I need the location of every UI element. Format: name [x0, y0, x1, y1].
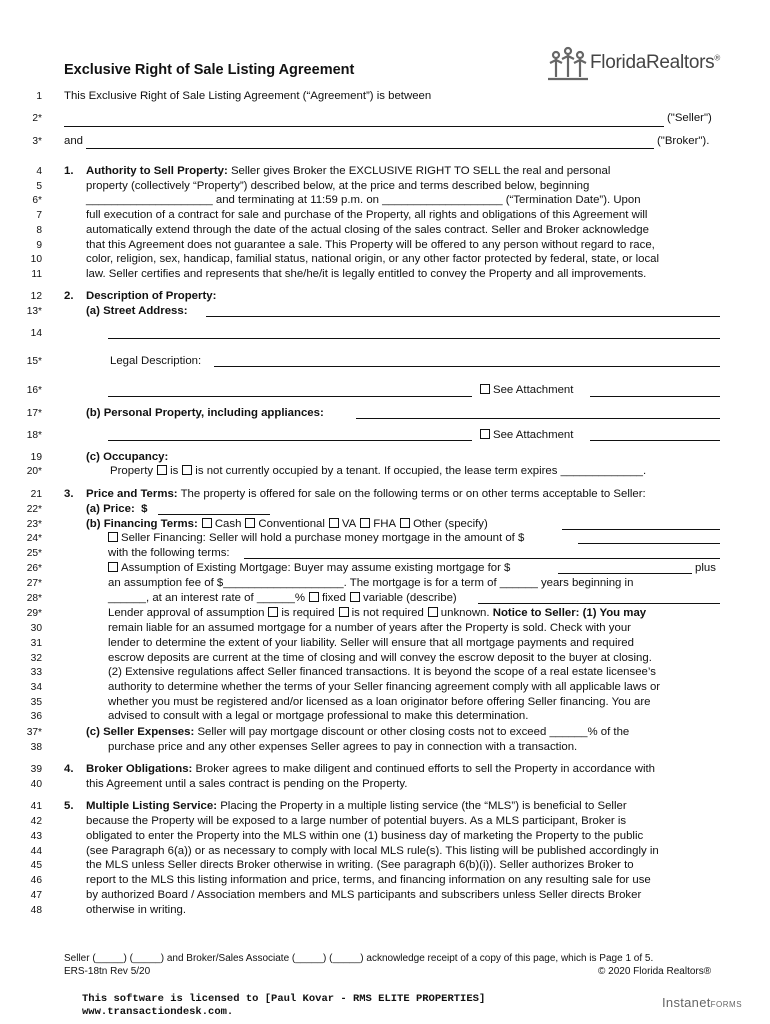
personal-property-field-2[interactable] — [108, 440, 472, 441]
section-5-line-44: (see Paragraph 6(a)) or as necessary to comply with local MLS rule(s). This listing will be published accordingly in — [86, 845, 659, 857]
section-3-line-38: purchase price and any other expenses Seller agrees to pay in connection with a transaction. — [108, 741, 578, 753]
broker-name-field[interactable] — [86, 148, 654, 149]
see-attachment-checkbox[interactable] — [480, 429, 490, 439]
legal-description-field-2[interactable] — [108, 396, 472, 397]
is-required-checkbox[interactable] — [268, 607, 278, 617]
section-3-line-34: authority to determine whether the terms of your Seller financing agreement comply with all applicable laws or — [108, 681, 661, 693]
price-field[interactable] — [158, 514, 270, 515]
street-address-field-2[interactable] — [108, 338, 720, 339]
personal-property-field[interactable] — [356, 418, 720, 419]
line-number: 8 — [36, 225, 42, 236]
line-number: 5 — [36, 181, 42, 192]
line-number: 17* — [26, 408, 42, 419]
is-not-required-checkbox[interactable] — [339, 607, 349, 617]
legal-description-field[interactable] — [214, 366, 720, 367]
line-number: 34 — [30, 682, 42, 693]
section-1-line-11: law. Seller certifies and represents that she/he/it is legally entitled to convey the Property and all improvements. — [86, 268, 647, 280]
financing-terms-label: with the following terms: — [108, 547, 230, 559]
line-number: 41 — [30, 801, 42, 812]
section-5-line-41: Multiple Listing Service: Placing the Property in a multiple listing service (the “MLS”) is beneficial to Seller — [86, 800, 627, 812]
line-number: 4 — [36, 166, 42, 177]
line-number: 30 — [30, 623, 42, 634]
section-5-number: 5. — [64, 800, 74, 812]
line-number: 38 — [30, 742, 42, 753]
cash-checkbox[interactable] — [202, 518, 212, 528]
line-number: 48 — [30, 905, 42, 916]
line-number: 31 — [30, 638, 42, 649]
line-number: 24* — [26, 533, 42, 544]
not-occupied-checkbox[interactable] — [182, 465, 192, 475]
line-number: 26* — [26, 563, 42, 574]
line-number: 40 — [30, 779, 42, 790]
section-3-line-35: whether you must be registered and/or licensed as a loan originator before offering Seller financing. You are — [108, 696, 651, 708]
other-checkbox[interactable] — [400, 518, 410, 528]
section-3-number: 3. — [64, 488, 74, 500]
line-number: 2* — [32, 113, 42, 124]
section-2-heading: Description of Property: — [86, 290, 217, 302]
line-number: 45 — [30, 860, 42, 871]
section-1-line-9: that this Agreement does not guarantee a sale. This Property will be offered to any person without regard to race, — [86, 239, 655, 251]
line-number: 29* — [26, 608, 42, 619]
license-line-1: This software is licensed to [Paul Kovar - RMS ELITE PROPERTIES] — [82, 993, 486, 1005]
occupancy-line: Property is is not currently occupied by a tenant. If occupied, the lease term expires _____________. — [110, 465, 647, 477]
line-number: 37* — [26, 727, 42, 738]
seller-label: ("Seller") — [667, 112, 712, 124]
section-1-line-10: color, religion, sex, handicap, familial status, national origin, or any other factor protected by federal, state, or local — [86, 253, 660, 265]
line-number: 42 — [30, 816, 42, 827]
line-number: 36 — [30, 711, 42, 722]
assumption-amount-field[interactable] — [558, 573, 692, 574]
line-number: 12 — [30, 291, 42, 302]
assumption-line: Assumption of Existing Mortgage: Buyer may assume existing mortgage for $ — [108, 562, 510, 574]
section-5-line-47: by authorized Board / Association members and MLS participants and subscribers unless Seller directs Broker — [86, 889, 642, 901]
section-1-line-4: Authority to Sell Property: Seller gives Broker the EXCLUSIVE RIGHT TO SELL the real and personal — [86, 165, 611, 177]
florida-realtors-logo — [546, 46, 726, 86]
line-number: 3* — [32, 136, 42, 147]
line-number: 44 — [30, 846, 42, 857]
realtors-figures-icon — [546, 46, 590, 82]
section-4-line-39: Broker Obligations: Broker agrees to make diligent and continued efforts to sell the Property in accordance with — [86, 763, 655, 775]
line-number: 21 — [30, 489, 42, 500]
line-number: 13* — [26, 306, 42, 317]
acknowledgement-line: Seller (_____) (_____) and Broker/Sales Associate (_____) (_____) acknowledge receipt of a copy of this page, which is Page 1 of 5. — [64, 953, 654, 964]
line-number: 32 — [30, 653, 42, 664]
intro-line: This Exclusive Right of Sale Listing Agreement (“Agreement”) is between — [64, 90, 432, 102]
license-line-2: www.transactiondesk.com. — [82, 1006, 234, 1018]
see-attachment-1: See Attachment — [476, 384, 573, 396]
line-number: 35 — [30, 697, 42, 708]
section-4-number: 4. — [64, 763, 74, 775]
seller-name-field[interactable] — [64, 126, 664, 127]
seller-financing-line: Seller Financing: Seller will hold a purchase money mortgage in the amount of $ — [108, 532, 524, 544]
logo-wordmark: FloridaRealtors® — [590, 52, 720, 73]
va-checkbox[interactable] — [329, 518, 339, 528]
legal-description-field-3[interactable] — [590, 396, 720, 397]
line-number: 22* — [26, 504, 42, 515]
section-3-line-36: advised to consult with a legal or mortgage professional to make this determination. — [108, 710, 529, 722]
section-2-number: 2. — [64, 290, 74, 302]
line-number: 16* — [26, 385, 42, 396]
fha-checkbox[interactable] — [360, 518, 370, 528]
section-1-line-8: automatically extend through the date of the actual closing of the sales contract. Seller and Broker acknowledge — [86, 224, 649, 236]
section-3-line-32: escrow deposits are current at the time of closing and will convey the escrow deposit to the buyer at closing. — [108, 652, 652, 664]
line-number: 19 — [30, 452, 42, 463]
seller-financing-amount-field[interactable] — [578, 543, 720, 544]
section-5-line-48: otherwise in writing. — [86, 904, 187, 916]
form-revision: ERS-18tn Rev 5/20 — [64, 966, 151, 977]
section-5-line-42: because the Property will be exposed to a large number of potential buyers. As a MLS participant, Broker is — [86, 815, 627, 827]
personal-property-field-3[interactable] — [590, 440, 720, 441]
line-number: 6* — [32, 195, 42, 206]
page-title: Exclusive Right of Sale Listing Agreement — [64, 62, 355, 78]
legal-description-label: Legal Description: — [110, 355, 202, 367]
line-number: 33 — [30, 667, 42, 678]
section-5-line-43: obligated to enter the Property into the MLS within one (1) business day of marketing the Property to the public — [86, 830, 644, 842]
financing-terms-field[interactable] — [244, 558, 720, 559]
price-label: (a) Price: $ — [86, 503, 148, 515]
occupied-checkbox[interactable] — [157, 465, 167, 475]
line-number: 14 — [30, 328, 42, 339]
line-number: 43 — [30, 831, 42, 842]
section-5-line-46: report to the MLS this listing information and price, terms, and financing information on any resulting sale for use — [86, 874, 651, 886]
line-number: 15* — [26, 356, 42, 367]
line-number: 39 — [30, 764, 42, 775]
broker-label: ("Broker"). — [657, 135, 710, 147]
street-address-field[interactable] — [206, 316, 720, 317]
section-3-line-30: remain liable for an assumed mortgage for a number of years after the Property is sold. Check with your — [108, 622, 631, 634]
line-number: 11 — [31, 269, 42, 280]
section-3-line-33: (2) Extensive regulations affect Seller financed transactions. It is beyond the scope of a real estate licensee’s — [108, 666, 656, 678]
interest-rate-line: ______, at an interest rate of ______% fixed variable (describe) — [108, 592, 457, 604]
assumption-checkbox[interactable] — [108, 562, 118, 572]
conventional-checkbox[interactable] — [245, 518, 255, 528]
see-attachment-checkbox[interactable] — [480, 384, 490, 394]
line-number: 9 — [36, 240, 42, 251]
financing-terms-line: (b) Financing Terms: Cash Conventional VA FHA Other (specify) — [86, 518, 488, 530]
line-number: 25* — [26, 548, 42, 559]
line-number: 28* — [26, 593, 42, 604]
seller-financing-checkbox[interactable] — [108, 532, 118, 542]
section-1-number: 1. — [64, 165, 74, 177]
seller-expenses-line: (c) Seller Expenses: Seller will pay mortgage discount or other closing costs not to exceed ______% of the — [86, 726, 630, 738]
section-5-line-45: the MLS unless Seller directs Broker otherwise in writing. (See paragraph 6(b)(i)). Seller authorizes Broker to — [86, 859, 634, 871]
section-1-line-6: ____________________ and terminating at 11:59 p.m. on ___________________ (“Termination Date”). Upon — [86, 194, 641, 206]
section-4-line-40: this Agreement until a sales contract is pending on the Property. — [86, 778, 408, 790]
occupancy-label: (c) Occupancy: — [86, 451, 169, 463]
lender-approval-line: Lender approval of assumption is required is not required unknown. Notice to Seller: (1) You may — [108, 607, 647, 619]
section-1-line-7: full execution of a contract for sale and purchase of the Property, all rights and obligations of this Agreement will — [86, 209, 648, 221]
and-label: and — [64, 135, 84, 147]
street-address-label: (a) Street Address: — [86, 305, 188, 317]
variable-describe-field[interactable] — [478, 603, 720, 604]
line-number: 23* — [26, 519, 42, 530]
section-3-intro: Price and Terms: The property is offered for sale on the following terms or on other terms acceptable to Seller: — [86, 488, 646, 500]
line-number: 27* — [26, 578, 42, 589]
assumption-fee-line: an assumption fee of $___________________. The mortgage is for a term of ______ years beginning in — [108, 577, 634, 589]
other-financing-field[interactable] — [562, 529, 720, 530]
personal-property-label: (b) Personal Property, including appliances: — [86, 407, 324, 419]
instanet-forms-logo: InstanetFORMS — [662, 995, 743, 1010]
line-number: 47 — [30, 890, 42, 901]
copyright: © 2020 Florida Realtors® — [598, 966, 712, 977]
line-number: 20* — [26, 466, 42, 477]
variable-checkbox[interactable] — [350, 592, 360, 602]
plus-label: plus — [695, 562, 716, 574]
unknown-checkbox[interactable] — [428, 607, 438, 617]
line-number: 7 — [36, 210, 42, 221]
line-number: 1 — [36, 91, 42, 102]
fixed-checkbox[interactable] — [309, 592, 319, 602]
see-attachment-2: See Attachment — [476, 429, 573, 441]
line-number: 10 — [30, 254, 42, 265]
section-3-line-31: lender to determine the extent of your liability. Seller will ensure that all mortgage payments and required — [108, 637, 634, 649]
section-1-heading: Authority to Sell Property: — [86, 165, 228, 177]
line-number: 46 — [30, 875, 42, 886]
line-number: 18* — [26, 430, 42, 441]
section-1-line-5: property (collectively “Property”) described below, at the price and terms described below, beginning — [86, 180, 590, 192]
